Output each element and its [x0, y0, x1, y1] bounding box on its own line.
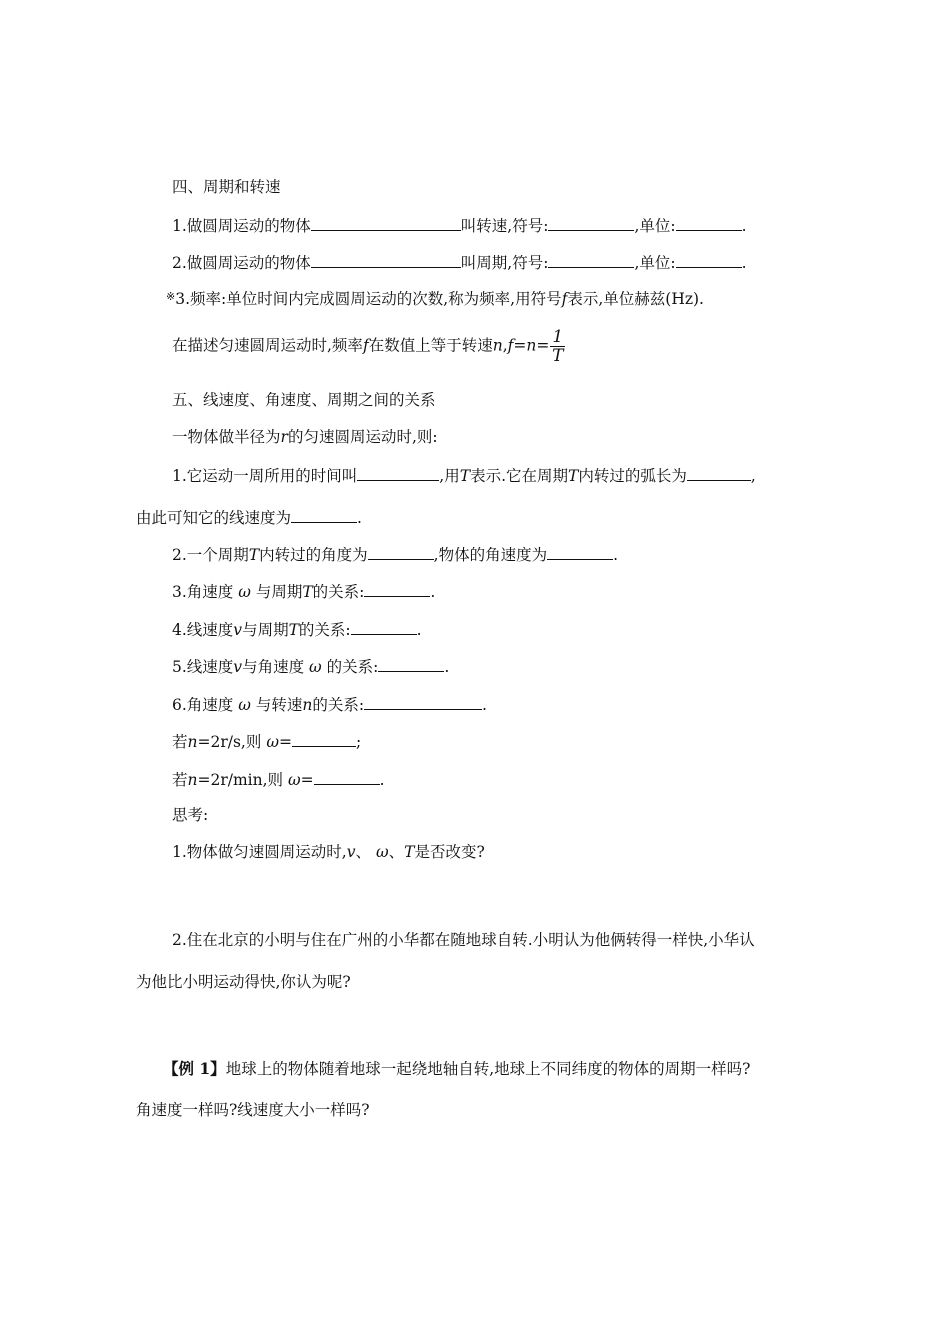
example-1-line1: 【例 1】地球上的物体随着地球一起绕地轴自转,地球上不同纬度的物体的周期一样吗?	[163, 1059, 751, 1078]
section5-item1-line2: 由此可知它的线速度为 .	[136, 509, 362, 527]
answer-blank[interactable]	[368, 546, 434, 560]
optional-mark: ※	[166, 290, 176, 303]
answer-blank[interactable]	[676, 254, 742, 268]
section4-item2: 2.做圆周运动的物体 叫周期,符号: ,单位: .	[172, 254, 747, 272]
section5-heading: 五、线速度、角速度、周期之间的关系	[172, 391, 436, 409]
answer-blank[interactable]	[291, 509, 357, 523]
section4-heading: 四、周期和转速	[172, 178, 281, 196]
example-label: 【例 1】	[163, 1059, 226, 1078]
think-question-2-line2: 为他比小明运动得快,你认为呢?	[136, 973, 351, 991]
answer-blank[interactable]	[311, 254, 461, 268]
answer-blank[interactable]	[378, 658, 444, 672]
think-heading: 思考:	[172, 806, 209, 824]
answer-blank[interactable]	[687, 467, 751, 481]
section4-item3: ※3.频率:单位时间内完成圆周运动的次数,称为频率,用符号f表示,单位赫兹(Hz).	[166, 290, 704, 308]
think-question-2-line1: 2.住在北京的小明与住在广州的小华都在随地球自转.小明认为他俩转得一样快,小华认	[172, 931, 755, 949]
answer-blank[interactable]	[311, 217, 461, 231]
example-1-line2: 角速度一样吗?线速度大小一样吗?	[136, 1101, 370, 1119]
answer-blank[interactable]	[357, 467, 439, 481]
section5-item2: 2.一个周期T内转过的角度为 ,物体的角速度为 .	[172, 546, 619, 564]
answer-blank[interactable]	[548, 254, 634, 268]
answer-blank[interactable]	[351, 621, 417, 635]
section5-item5: 5.线速度v与角速度 ω 的关系: .	[172, 658, 450, 676]
answer-blank[interactable]	[547, 546, 613, 560]
think-question-1: 1.物体做匀速圆周运动时,v、 ω、T是否改变?	[172, 843, 485, 861]
section5-item4: 4.线速度v与周期T的关系: .	[172, 621, 422, 639]
fraction-one-over-T: $\frac{1}{T}$	[552, 327, 564, 366]
section5-item6: 6.角速度 ω 与转速n的关系: .	[172, 696, 487, 714]
section5-case2: 若n=2r/min,则 ω= .	[172, 771, 385, 789]
answer-blank[interactable]	[548, 217, 634, 231]
section5-case1: 若n=2r/s,则 ω= ;	[172, 733, 362, 751]
answer-blank[interactable]	[292, 733, 356, 747]
section4-item1: 1.做圆周运动的物体 叫转速,符号: ,单位: .	[172, 217, 747, 235]
answer-blank[interactable]	[676, 217, 742, 231]
section4-frequency-description: 在描述匀速圆周运动时,频率f在数值上等于转速n,f=n= $\frac{1}{T}$	[172, 327, 564, 366]
answer-blank[interactable]	[364, 696, 482, 710]
answer-blank[interactable]	[314, 771, 380, 785]
section5-intro: 一物体做半径为r的匀速圆周运动时,则:	[172, 428, 438, 446]
section5-item3: 3.角速度 ω 与周期T的关系: .	[172, 583, 436, 601]
answer-blank[interactable]	[364, 583, 430, 597]
section5-item1: 1.它运动一周所用的时间叫 ,用T表示.它在周期T内转过的弧长为 ,	[172, 467, 756, 485]
